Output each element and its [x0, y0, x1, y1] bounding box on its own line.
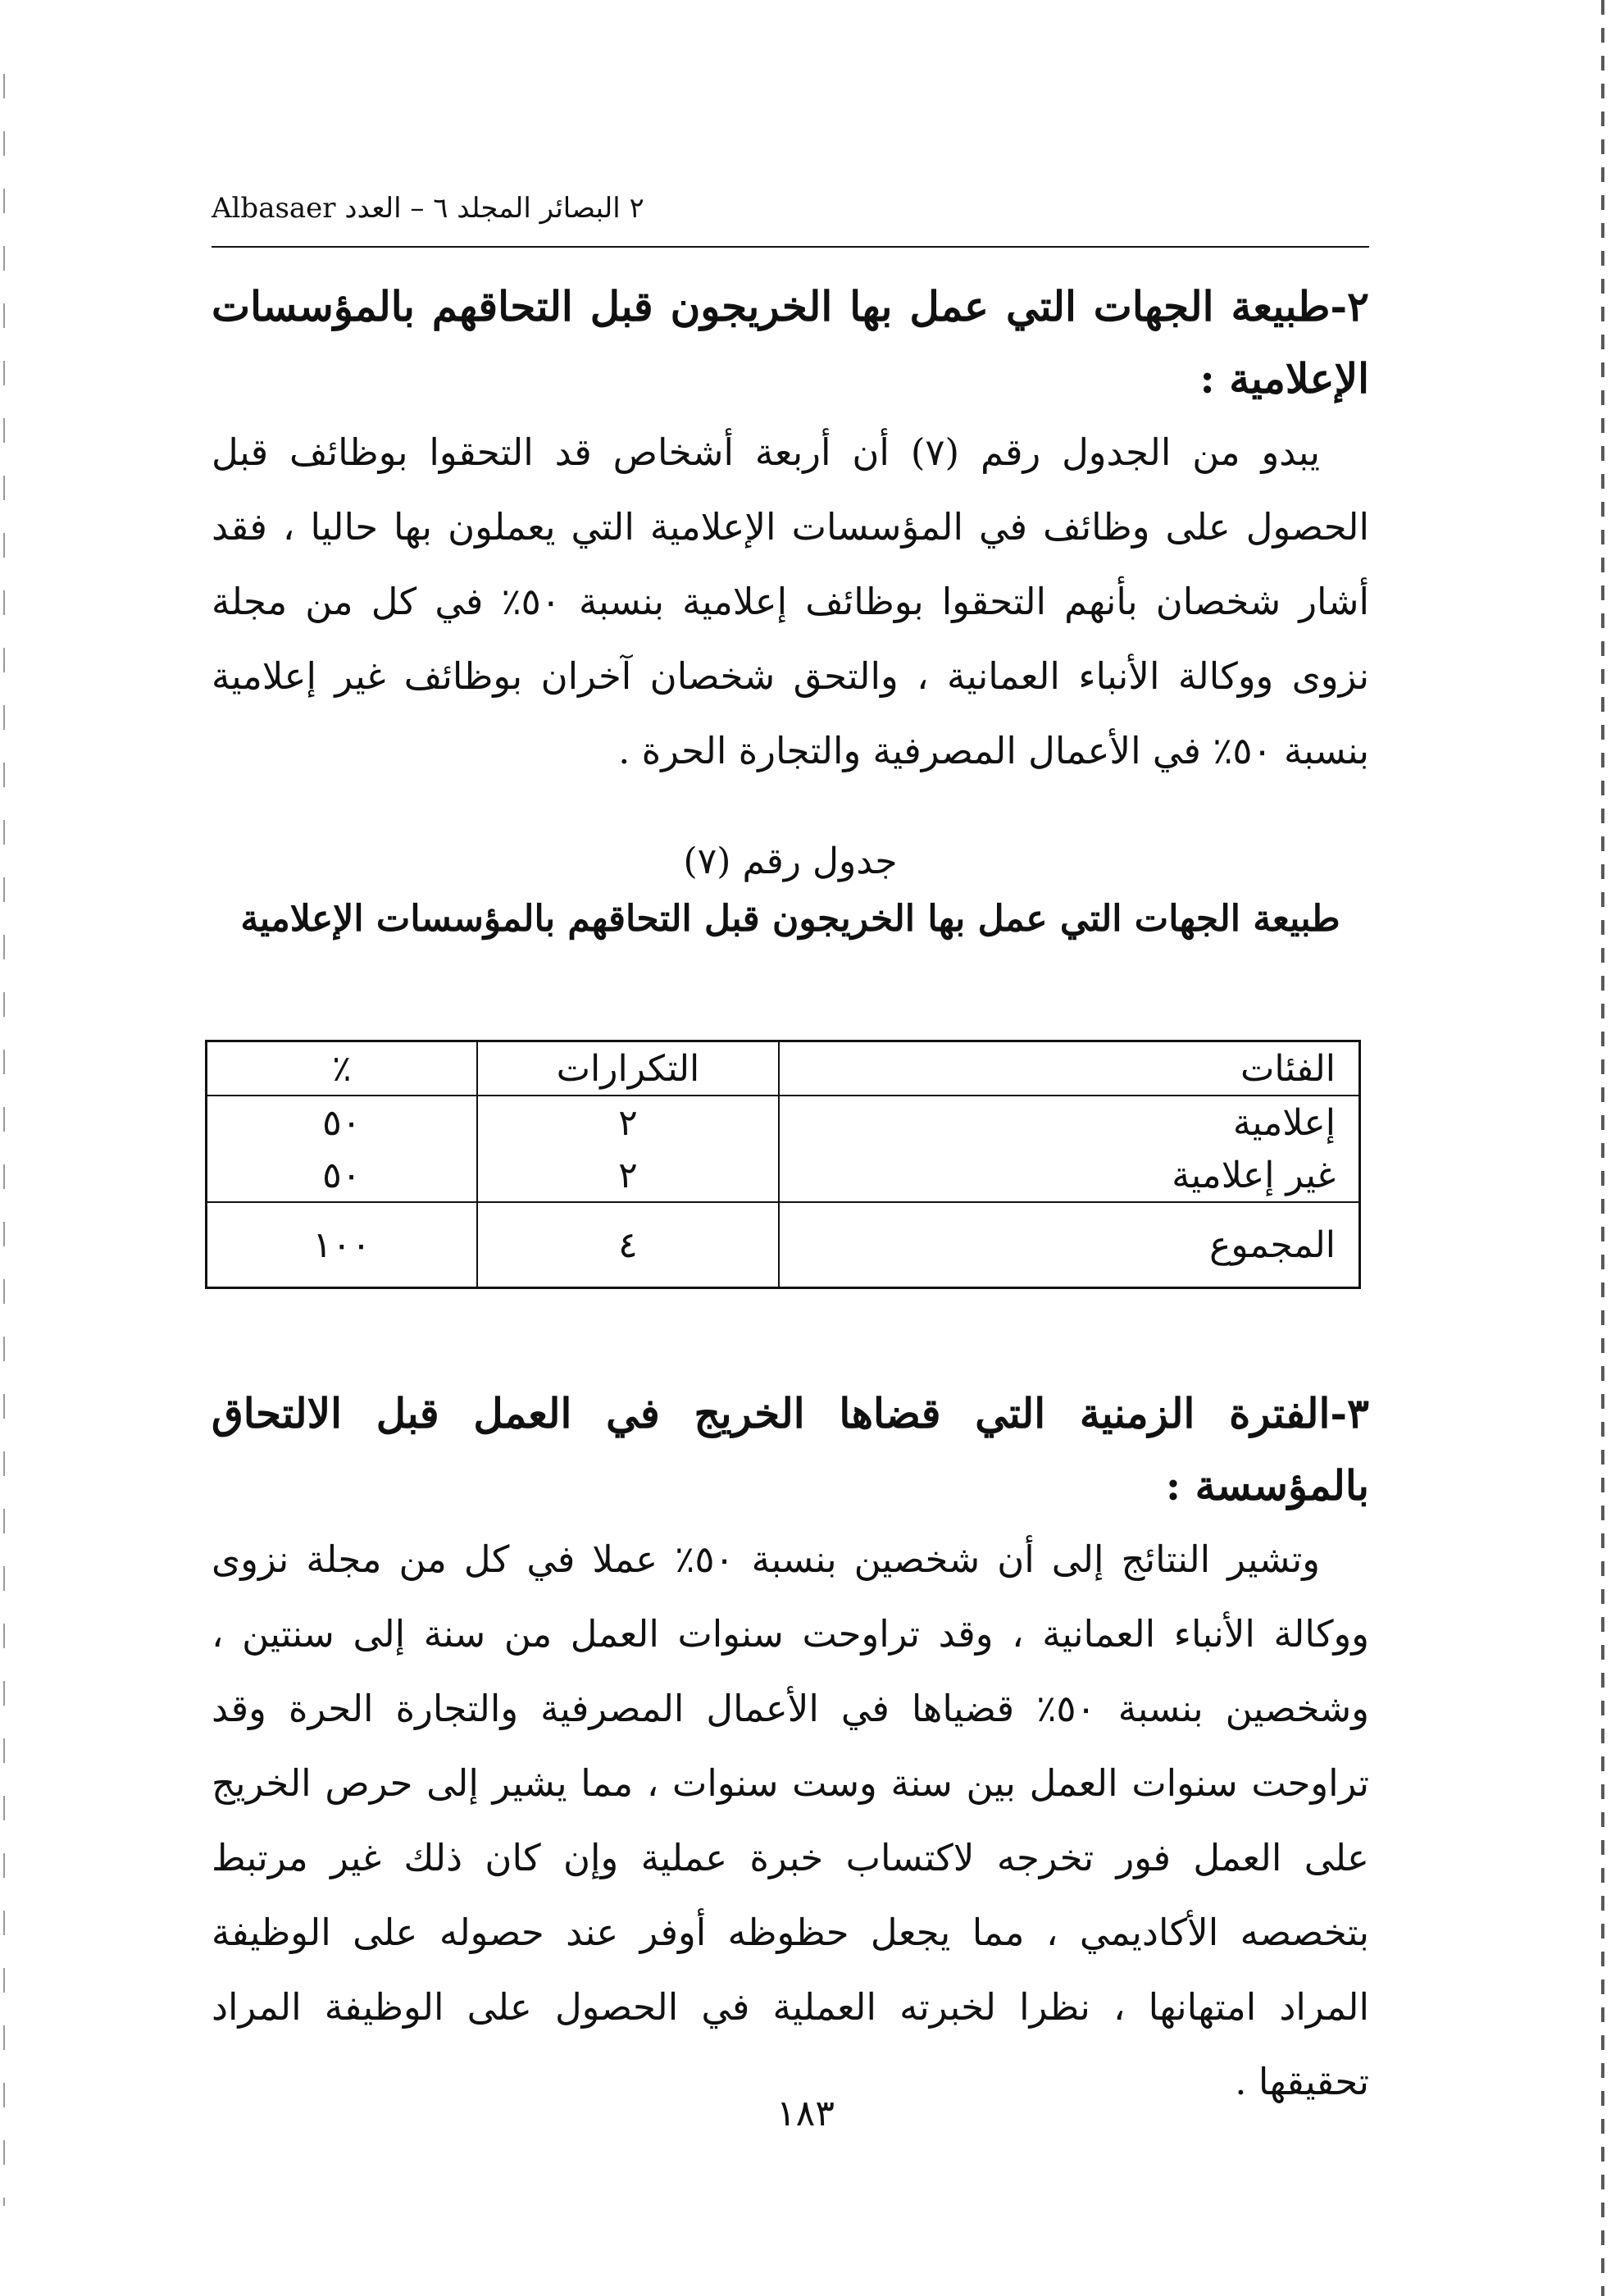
table-row	[207, 1096, 1360, 1149]
section-2-heading: ٢-طبيعة الجهات التي عمل بها الخريجون قبل التحاقهم بالمؤسسات الإعلامية :	[212, 282, 1369, 403]
column-header-category: الفئات	[779, 1041, 1359, 1096]
cell-frequency: ٢	[477, 1096, 780, 1149]
scan-binding-edge	[1601, 0, 1604, 2296]
section-3	[212, 1378, 1369, 2119]
header-rule	[212, 246, 1369, 248]
cell-category: إعلامية	[779, 1096, 1359, 1149]
column-header-frequency: التكرارات	[477, 1041, 780, 1096]
cell-total-frequency: ٤	[477, 1202, 780, 1288]
table-row	[207, 1149, 1360, 1202]
table-header-row	[207, 1041, 1360, 1096]
cell-percent: ٥٠	[207, 1149, 477, 1202]
page-number: ١٨٣	[776, 2093, 835, 2134]
table-total-row	[207, 1202, 1360, 1288]
cell-total-percent: ١٠٠	[207, 1202, 477, 1288]
cell-percent: ٥٠	[207, 1096, 477, 1149]
column-header-percent: ٪	[207, 1041, 477, 1096]
table-title: طبيعة الجهات التي عمل بها الخريجون قبل التحاقهم بالمؤسسات الإعلامية	[240, 898, 1340, 940]
running-header: Albasaer ٢ البصائر المجلد ٦ – العدد	[212, 192, 644, 225]
table-caption	[212, 833, 1369, 948]
cell-category: غير إعلامية	[779, 1149, 1359, 1202]
cell-frequency: ٢	[477, 1149, 780, 1202]
section-2-paragraph: يبدو من الجدول رقم (٧) أن أربعة أشخاص قد التحقوا بوظائف قبل الحصول على وظائف في المؤسسات الإعلامية التي يعملون بها حاليا ، فقد أشار شخصان بأنهم التحقوا بوظائف إعلامية بنسبة ٥٠٪ في كل من مجلة نزوى ووكالة الأنباء العمانية ، والتحق شخصان آخران بوظائف غير إعلامية بنسبة ٥٠٪ في الأعمال المصرفية والتجارة الحرة .	[212, 430, 1369, 772]
section-2	[212, 271, 1369, 788]
section-3-paragraph: وتشير النتائج إلى أن شخصين بنسبة ٥٠٪ عملا في كل من مجلة نزوى ووكالة الأنباء العمانية ، وقد تراوحت سنوات العمل من سنة إلى سنتين ، وشخصين بنسبة ٥٠٪ قضياها في الأعمال المصرفية والتجارة الحرة وقد تراوحت سنوات العمل بين سنة وست سنوات ، مما يشير إلى حرص الخريج على العمل فور تخرجه لاكتساب خبرة عملية وإن كان ذلك غير مرتبط بتخصصه الأكاديمي ، مما يجعل حظوظه أوفر عند حصوله على الوظيفة المراد امتهانها ، نظرا لخبرته العملية في الحصول على الوظيفة المراد تحقيقها .	[212, 1538, 1370, 2103]
cell-total-label: المجموع	[779, 1202, 1359, 1288]
scan-edge-mark	[3, 74, 5, 2206]
section-3-heading: ٣-الفترة الزمنية التي قضاها الخريج في العمل قبل الالتحاق بالمؤسسة :	[212, 1389, 1369, 1510]
data-table	[205, 1040, 1361, 1289]
table-number: جدول رقم (٧)	[683, 840, 898, 882]
